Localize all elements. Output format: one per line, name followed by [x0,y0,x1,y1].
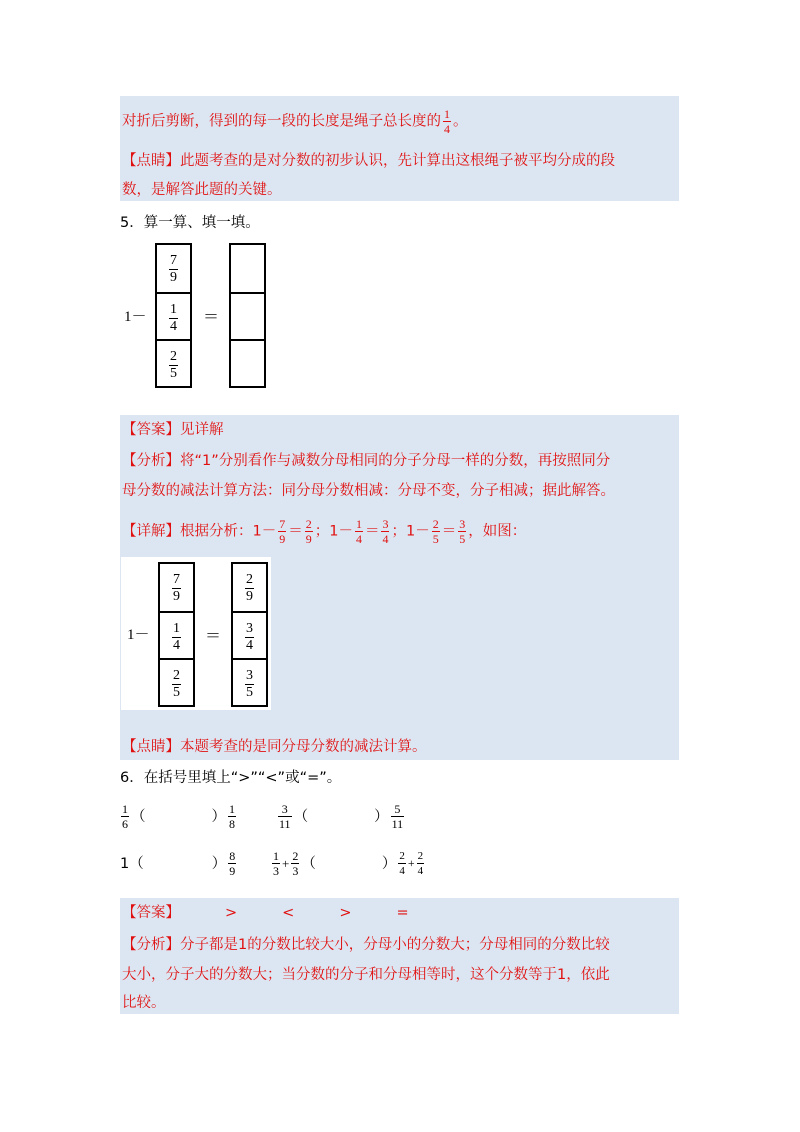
frac-num: 3 [382,517,389,531]
answer-4: = [396,905,409,921]
frac-den: 8 [229,817,235,831]
frac-num: 3 [246,620,253,636]
q5-solution-result-1 [233,564,266,612]
frac-den: 6 [122,817,128,831]
frac-num: 7 [170,252,177,268]
detail-one-minus: 1－ [329,523,353,540]
q5-answer-line [122,420,224,440]
frac-den: 4 [173,637,180,653]
fraction-2-9 [305,518,313,545]
q6-title: 6．在括号里填上“>”“<”或“=”。 [120,770,342,786]
q5-cell-1 [157,245,190,293]
q6-blank-4[interactable] [301,854,396,874]
q5-solution-right-column [231,562,268,707]
frac-den: 9 [279,532,286,546]
frac-den: 9 [170,269,177,285]
top-line-1 [122,108,468,135]
detail-tag: 【详解】 [122,523,180,540]
close-paren: ） [211,808,226,825]
frac-num: 1 [170,301,177,317]
q5-solution-cell-1 [160,564,193,612]
frac-num: 2 [305,517,312,531]
q5-answer-column[interactable] [229,243,266,388]
q6-row-1-item-2 [276,803,406,830]
q5-analysis-line-2 [122,481,615,501]
analysis-text-2: 母分数的减法计算方法：同分母分数相减：分母不变，分子相减；据此解答。 [122,483,615,499]
q5-solution-cell-2 [160,611,193,661]
frac-den: 11 [391,817,404,831]
frac-den: 5 [170,365,177,381]
fraction-2-5 [169,350,178,381]
frac-num: 2 [173,667,180,683]
fraction-5-11 [391,803,405,830]
frac-num: 2 [170,348,177,364]
analysis-tag: 【分析】 [122,937,180,953]
q5-equals: ＝ [203,309,220,326]
detail-end: ，如图： [468,523,527,540]
close-paren: ） [374,808,389,825]
frac-num: 7 [279,517,286,531]
fraction-2-5 [432,518,440,545]
detail-one-minus: 1－ [405,523,430,540]
open-paren: （ [129,855,144,872]
fraction-1-8 [228,803,236,830]
fraction-1-4 [169,303,178,334]
detail-eq: ＝ [288,523,303,540]
q5-solution-result-2 [233,611,266,661]
q5-blank-1[interactable] [231,245,264,293]
q6-row-2-item-2 [270,850,426,877]
frac-den: 9 [246,588,253,604]
q6-answer-line [122,903,409,923]
frac-den: 9 [229,864,236,878]
frac-num: 2 [246,571,253,587]
fraction-3-4 [381,518,389,545]
q5-cell-3 [157,339,190,389]
frac-den: 4 [382,532,389,546]
frac-den: 9 [305,532,312,546]
fraction-7-9 [169,254,178,285]
open-paren: （ [301,855,316,872]
frac-den: 4 [444,122,450,136]
frac-num: 2 [399,850,405,862]
fraction-2-9 [245,573,254,604]
frac-den: 5 [246,684,253,700]
q5-analysis-line-1 [122,451,610,471]
fraction-3-5 [245,669,254,700]
fraction-1-4 [172,622,181,653]
fraction-2-5 [172,669,181,700]
q6-blank-3[interactable] [129,854,226,874]
frac-den: 5 [459,532,466,546]
top-line-1-end: 。 [453,113,468,130]
q6-blank-1[interactable] [131,807,226,827]
frac-den: 4 [246,637,253,653]
frac-num: 1 [444,107,450,121]
fraction-3-5 [458,518,466,545]
frac-den: 4 [399,865,405,877]
q5-solution-one-minus: 1－ [127,627,150,643]
frac-num: 3 [281,802,288,816]
open-paren: （ [131,808,146,825]
analysis-text-1: 分子都是1的分数比较大小，分母小的分数大；分母相同的分数比较 [180,937,610,953]
q5-solution-figure [121,557,271,710]
fraction-3-11 [278,803,292,830]
q5-title: 5．算一算、填一填。 [120,215,260,231]
q5-tip-line [122,737,427,757]
frac-num: 1 [122,802,128,816]
q6-analysis-line-2 [122,965,610,985]
q5-question-column [155,243,192,388]
close-paren: ） [381,855,397,872]
frac-num: 7 [173,571,180,587]
q6-analysis-line-3 [122,993,166,1013]
plus-sign: + [282,855,290,871]
open-paren: （ [293,808,309,825]
frac-num: 1 [273,849,279,863]
frac-den: 3 [273,864,279,878]
analysis-text-1: 将“1”分别看作与减数分母相同的分子分母一样的分数，再按照同分 [180,453,611,469]
frac-num: 8 [229,849,236,863]
q6-blank-2[interactable] [294,807,389,827]
fraction-7-9 [172,573,181,604]
q5-solution-equals: ＝ [205,628,222,645]
frac-num: 2 [432,517,439,531]
answer-3: > [339,905,352,921]
top-line-1-text: 对折后剪断，得到的每一段的长度是绳子总长度的 [122,113,441,130]
answer-tag: 【答案】 [122,422,180,438]
q5-blank-3[interactable] [231,339,264,389]
tip-text-2: 数，是解答此题的关键。 [122,182,282,198]
frac-num: 3 [246,667,253,683]
frac-num: 2 [417,850,424,862]
fraction-1-6 [121,803,129,830]
frac-num: 1 [229,802,235,816]
frac-den: 5 [173,684,180,700]
detail-eq: ＝ [364,523,380,540]
detail-sep: ； [314,523,330,540]
answer-1: > [225,905,238,921]
q5-solution-left-column [158,562,195,707]
answer-2: < [282,905,295,921]
fraction-2-4 [398,850,406,877]
frac-num: 1 [173,620,180,636]
top-tip-line-1 [122,151,615,171]
frac-den: 5 [432,532,439,546]
fraction-1-4 [355,518,363,545]
frac-num: 3 [459,517,466,531]
close-paren: ） [211,855,227,872]
fraction-quarter [443,108,451,135]
q5-one-minus: 1－ [124,309,147,325]
fraction-8-9 [228,850,236,877]
tip-text: 本题考查的是同分母分数的减法计算。 [180,739,427,755]
answer-tag: 【答案】 [122,905,180,921]
tip-tag: 【点睛】 [122,153,180,169]
frac-den: 4 [417,865,424,877]
frac-den: 4 [170,318,177,334]
q5-cell-2 [157,292,190,342]
fraction-7-9 [278,518,286,545]
q5-blank-2[interactable] [231,292,264,342]
q6-analysis-line-1 [122,935,610,955]
fraction-3-4 [245,622,254,653]
q6-row-1-item-1 [119,803,238,830]
q5-solution-cell-3 [160,658,193,708]
fraction-2-3 [291,850,299,877]
frac-den: 3 [292,864,299,878]
detail-prefix: 根据分析： [180,523,253,540]
fraction-2-4 [417,850,425,877]
fraction-1-3 [272,850,280,877]
detail-one-minus: 1－ [252,523,277,540]
frac-den: 11 [279,817,291,831]
detail-eq: ＝ [441,523,457,540]
q6-row-2-item-1 [120,850,238,877]
tip-text-1: 此题考查的是对分数的初步认识，先计算出这根绳子被平均分成的段 [180,153,615,169]
q5-solution-result-3 [233,658,266,708]
q5-detail-line [122,518,526,545]
q6-one: 1 [120,855,130,872]
analysis-tag: 【分析】 [122,453,180,469]
analysis-text-3: 比较。 [122,995,166,1011]
frac-num: 5 [394,802,401,816]
frac-den: 4 [355,532,362,546]
tip-tag: 【点睛】 [122,739,180,755]
frac-den: 9 [173,588,180,604]
frac-num: 2 [292,849,299,863]
detail-sep: ； [391,523,406,540]
top-tip-line-2 [122,180,282,200]
plus-sign: + [407,856,415,870]
answer-text: 见详解 [180,422,224,438]
frac-num: 1 [355,517,362,531]
analysis-text-2: 大小，分子大的分数大；当分数的分子和分母相等时，这个分数等于1，依此 [122,967,610,983]
